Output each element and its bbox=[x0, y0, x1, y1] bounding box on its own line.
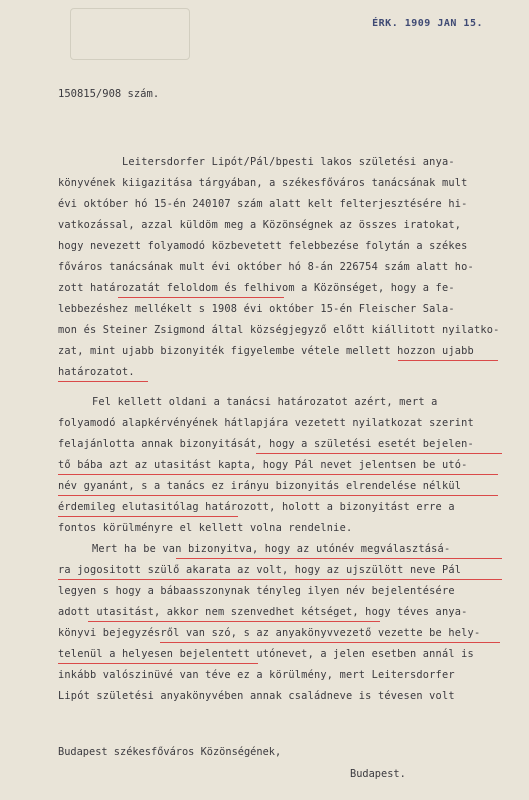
text-line: főváros tanácsának mult évi október hó 8-án 226754 szám alatt ho- bbox=[58, 261, 474, 273]
text-line: évi október hó 15-én 240107 szám alatt kelt felterjesztésére hi- bbox=[58, 198, 468, 210]
red-underline bbox=[58, 663, 258, 664]
red-underline bbox=[58, 579, 502, 580]
text-line: név gyanánt, s a tanács ez irányu bizonyitás elrendelése nélkül bbox=[58, 480, 462, 492]
text-line: Mert ha be van bizonyitva, hogy az utónév megválasztásá- bbox=[92, 543, 451, 555]
text-line: mon és Steiner Zsigmond által községjegyző előtt kiállitott nyilatko- bbox=[58, 324, 500, 336]
text-line: Leitersdorfer Lipót/Pál/bpesti lakos születési anya- bbox=[122, 156, 455, 168]
text-line: adott utasitást, akkor nem szenvedhet kétséget, hogy téves anya- bbox=[58, 606, 468, 618]
text-line: telenül a helyesen bejelentett utónevet, a jelen esetben annál is bbox=[58, 648, 474, 660]
red-underline bbox=[58, 381, 148, 382]
text-line: inkább valószinüvé van téve ez a körülmény, mert Leitersdorfer bbox=[58, 669, 455, 681]
text-line: könyvi bejegyzésről van szó, s az anyakönyvvezető vezette be hely- bbox=[58, 627, 481, 639]
red-underline bbox=[256, 453, 502, 454]
text-line: könyvének kiigazitása tárgyában, a székesfőváros tanácsának mult bbox=[58, 177, 468, 189]
text-line: lebbezéshez mellékelt s 1908 évi október 15-én Fleischer Sala- bbox=[58, 303, 455, 315]
text-line: felajánlotta annak bizonyitását, hogy a születési esetét bejelen- bbox=[58, 438, 474, 450]
text-line: zat, mint ujabb bizonyiték figyelembe vétele mellett hozzon ujabb bbox=[58, 345, 474, 357]
text-line: vatkozással, azzal küldöm meg a Közönségnek az összes iratokat, bbox=[58, 219, 462, 231]
text-line: tő bába azt az utasitást kapta, hogy Pál nevet jelentsen be utó- bbox=[58, 459, 468, 471]
red-underline bbox=[160, 642, 500, 643]
text-line: Lipót születési anyakönyvében annak családneve is tévesen volt bbox=[58, 690, 455, 702]
text-line: zott határozatát feloldom és felhivom a Közönséget, hogy a fe- bbox=[58, 282, 455, 294]
text-line: ra jogositott szülő akarata az volt, hogy az ujszülött neve Pál bbox=[58, 564, 462, 576]
address-line: Budapest székesfőváros Közönségének, bbox=[58, 746, 282, 758]
red-underline bbox=[88, 621, 380, 622]
red-underline bbox=[58, 495, 498, 496]
red-underline bbox=[118, 297, 284, 298]
red-underline bbox=[58, 474, 498, 475]
text-line: határozatot. bbox=[58, 366, 135, 378]
received-stamp: ÉRK. 1909 JAN 15. bbox=[372, 18, 483, 29]
faded-seal bbox=[70, 8, 190, 60]
text-line: hogy nevezett folyamodó közbevetett felebbezése folytán a székes bbox=[58, 240, 468, 252]
text-line: érdemileg elutasitólag határozott, holott a bizonyitást erre a bbox=[58, 501, 455, 513]
text-line: folyamodó alapkérvényének hátlapjára vezetett nyilatkozat szerint bbox=[58, 417, 474, 429]
reference-number: 150815/908 szám. bbox=[58, 88, 160, 100]
red-underline bbox=[58, 516, 238, 517]
text-line: Fel kellett oldani a tanácsi határozatot azért, mert a bbox=[92, 396, 438, 408]
red-underline bbox=[176, 558, 502, 559]
text-line: legyen s hogy a bábaasszonynak tényleg ilyen név bejelentésére bbox=[58, 585, 455, 597]
red-underline bbox=[398, 360, 498, 361]
text-line: fontos körülményre el kellett volna rendelnie. bbox=[58, 522, 353, 534]
city-line: Budapest. bbox=[350, 768, 406, 780]
